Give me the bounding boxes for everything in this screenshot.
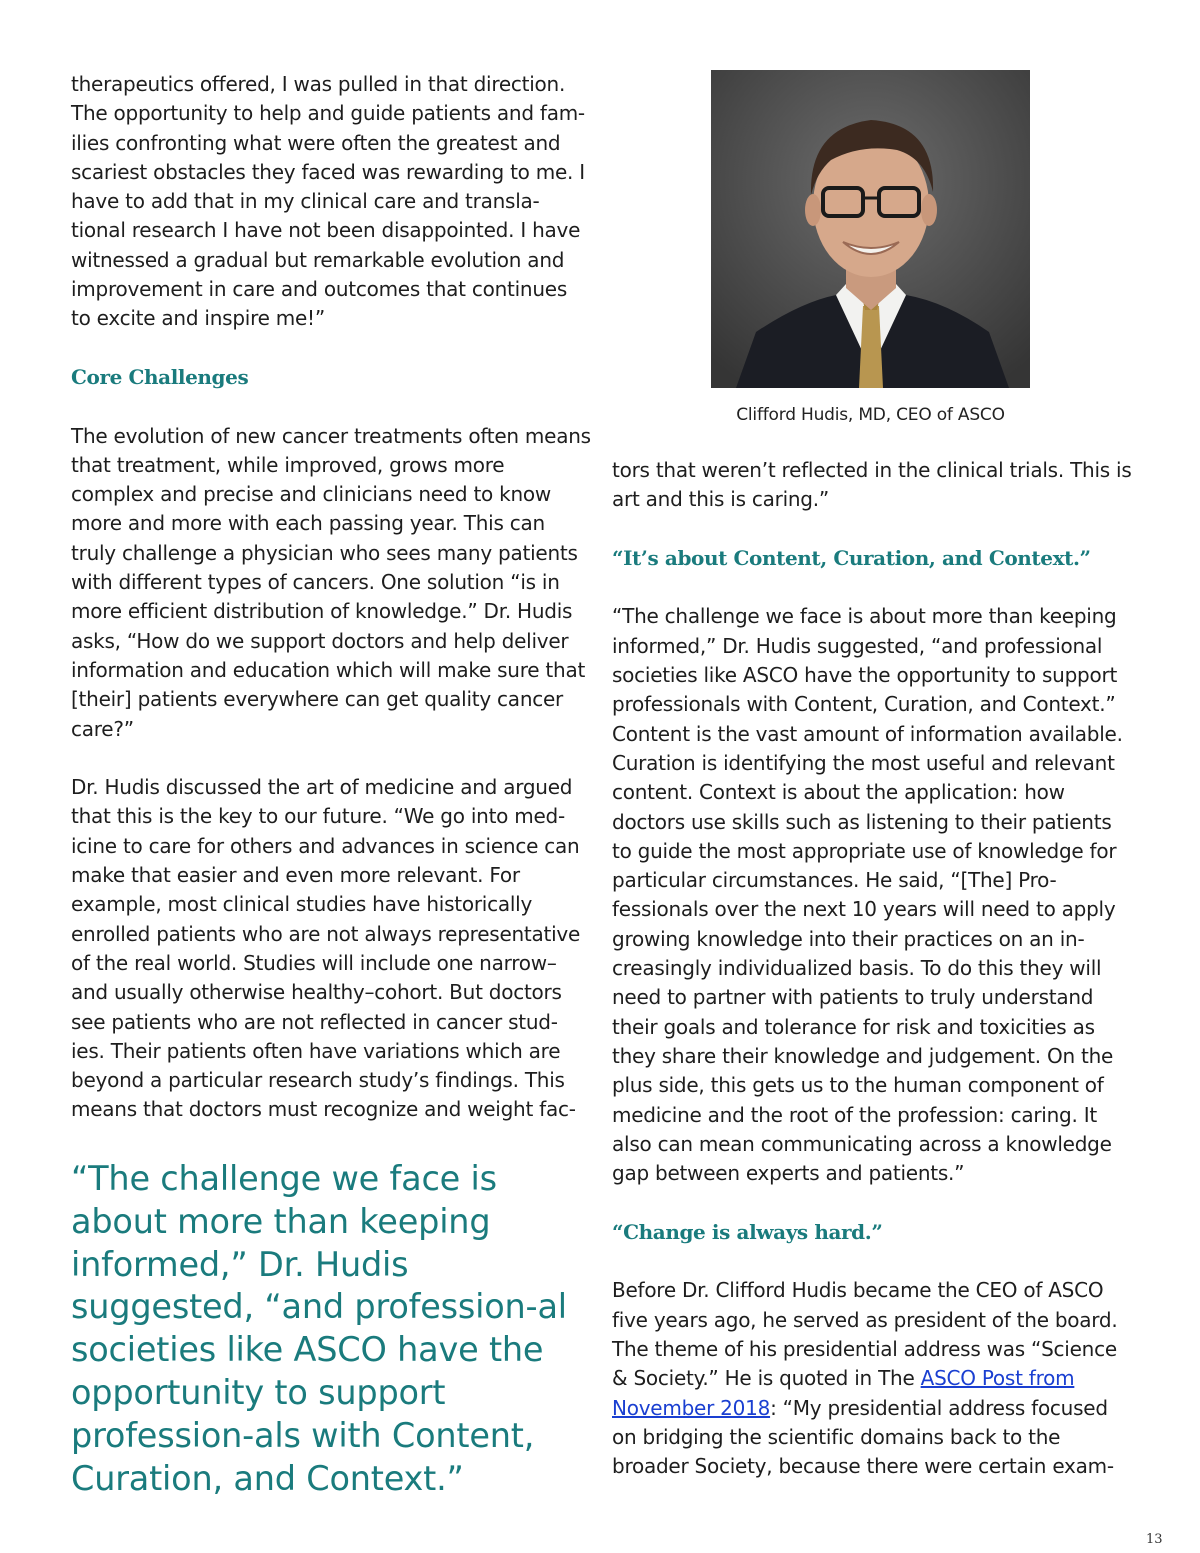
portrait-photo xyxy=(711,70,1030,388)
page-number: 13 xyxy=(1146,1532,1163,1547)
left-paragraph-1: therapeutics offered, I was pulled in that direction. The opportunity to help and guide patients and fam-ilies confronting what were often the greatest and scariest obstacles they faced was rewarding to me. I have to add that in my clinical care and transla-tional research I have not been disappointed. I have witnessed a gradual but remarkable evolution and improvement in care and outcomes that continues to excite and inspire me!” xyxy=(71,72,585,331)
photo-caption: Clifford Hudis, MD, CEO of ASCO xyxy=(736,405,1005,425)
left-column xyxy=(71,70,591,1125)
heading-core-challenges: Core Challenges xyxy=(71,364,249,389)
heading-content-curation-context: “It’s about Content, Curation, and Context.” xyxy=(612,545,1091,570)
pull-quote: “The challenge we face is about more than keeping informed,” Dr. Hudis suggested, “and profession-al societies like ASCO have the opportunity to support profession-als with Content, Curation, and Context.” xyxy=(71,1159,567,1498)
heading-change-is-hard: “Change is always hard.” xyxy=(612,1219,883,1244)
right-paragraph-3-after: : “My presidential address focused on bridging the scientific domains back to the broader Society, because there were certain exam- xyxy=(612,1395,1114,1479)
right-paragraph-2: “The challenge we face is about more than keeping informed,” Dr. Hudis suggested, “and professional societies like ASCO have the opportunity to support professionals with Content, Curation, and Context.” Content is the vast amount of information available. Curation is identifying the most useful and relevant content. Context is about the application: how doctors use skills such as listening to their patients to guide the most appropriate use of knowledge for particular circumstances. He said, “[The] Pro-fessionals over the next 10 years will need to apply growing knowledge into their practices on an in-creasingly individualized basis. To do this they will need to partner with patients to truly understand their goals and tolerance for risk and toxicities as they share their knowledge and judgement. On the plus side, this gets us to the human component of medicine and the root of the profession: caring. It also can mean communicating across a knowledge gap between experts and patients.” xyxy=(612,604,1123,1186)
right-column xyxy=(612,456,1136,1481)
right-paragraph-3-before: Before Dr. Clifford Hudis became the CEO of ASCO five years ago, he served as president of the board. The theme of his presidential address was “Science & Society.” He is quoted in The xyxy=(612,1278,1118,1391)
asco-post-link[interactable]: ASCO Post from November 2018 xyxy=(612,1366,1075,1420)
left-paragraph-3: Dr. Hudis discussed the art of medicine and argued that this is the key to our future. “We go into med-icine to care for others and advances in science can make that easier and even more relevant. For example, most clinical studies have historically enrolled patients who are not always representative of the real world. Studies will include one narrow–and usually otherwise healthy–cohort. But doctors see patients who are not reflected in cancer stud-ies. Their patients often have variations which are beyond a particular research study’s findings. This means that doctors must recognize and weight fac- xyxy=(71,775,581,1122)
left-paragraph-2: The evolution of new cancer treatments often means that treatment, while improved, grows more complex and precise and clinicians need to know more and more with each passing year. This can truly challenge a physician who sees many patients with different types of cancers. One solution “is in more efficient distribution of knowledge.” Dr. Hudis asks, “How do we support doctors and help deliver information and education which will make sure that [their] patients everywhere can get quality cancer care?” xyxy=(71,423,591,741)
right-paragraph-1: tors that weren’t reflected in the clinical trials. This is art and this is caring.” xyxy=(612,458,1132,512)
right-paragraph-3 xyxy=(612,1276,1136,1481)
portrait-illustration xyxy=(711,70,1030,388)
